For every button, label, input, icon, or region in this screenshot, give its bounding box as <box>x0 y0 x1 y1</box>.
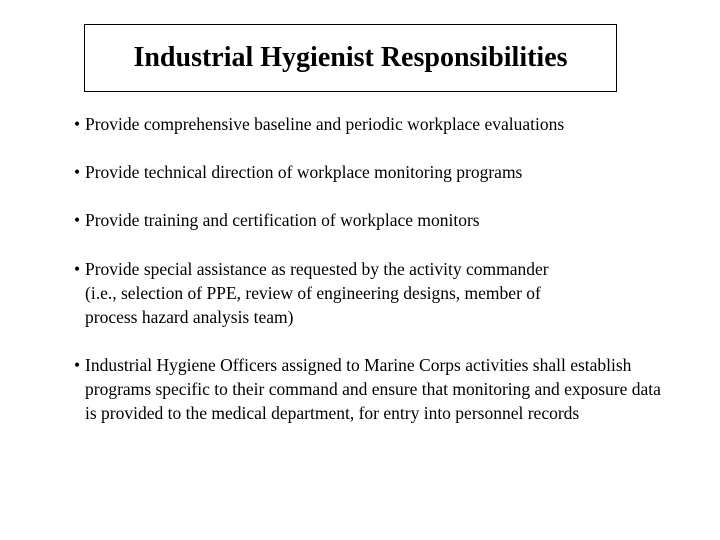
bullet-icon: • <box>74 355 81 375</box>
bullet-text: Provide training and certification of workplace monitors <box>85 210 480 230</box>
bullet-text: Provide technical direction of workplace monitoring programs <box>85 162 523 182</box>
list-item <box>74 208 694 232</box>
bullet-icon: • <box>74 162 81 182</box>
list-item <box>74 353 674 425</box>
bullet-text: Provide comprehensive baseline and periodic workplace evaluations <box>85 114 565 134</box>
slide-title: Industrial Hygienist Responsibilities <box>133 42 568 73</box>
title-box <box>84 24 617 92</box>
list-item <box>74 112 694 136</box>
list-item <box>74 160 694 184</box>
bullet-icon: • <box>74 114 81 134</box>
bullet-text: Industrial Hygiene Officers assigned to Marine Corps activities shall establish programs specific to their command and ensure that monitoring and exposure data is provided to the medical department, for entry into personnel records <box>85 355 661 423</box>
bullet-text: Provide special assistance as requested by the activity commander (i.e., selection of PPE, review of engineering designs, member of process hazard analysis team) <box>85 259 549 327</box>
bullet-icon: • <box>74 259 81 279</box>
bullet-icon: • <box>74 210 81 230</box>
list-item <box>74 257 554 329</box>
